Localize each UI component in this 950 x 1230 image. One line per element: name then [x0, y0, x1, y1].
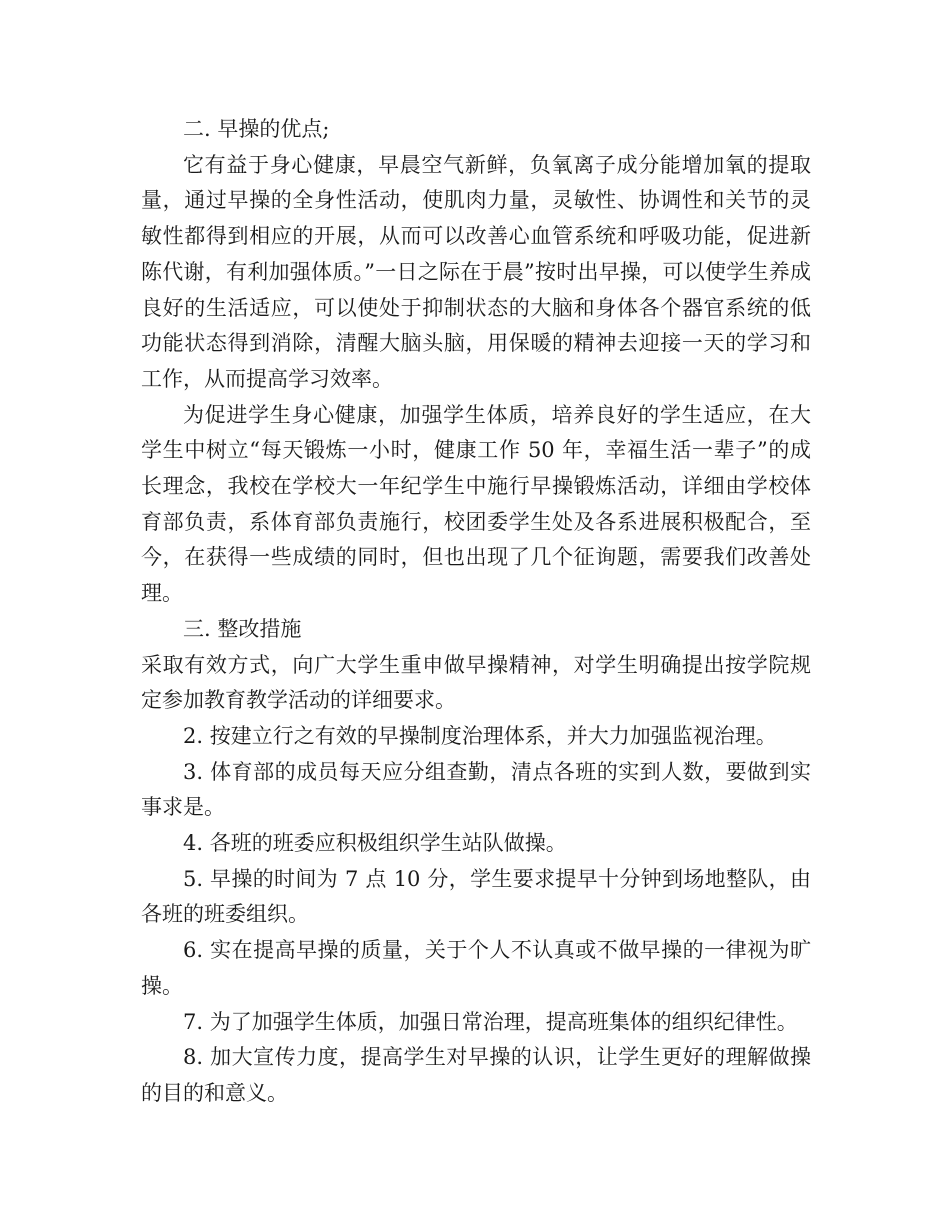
paragraph-measures-intro: 采取有效方式，向广大学生重申做早操精神，对学生明确提出按学院规定参加教育教学活动的详细要求。	[141, 652, 811, 713]
paragraph-implementation: 为促进学生身心健康，加强学生体质，培养良好的学生适应，在大学生中树立“每天锻炼一小时，健康工作 50 年，幸福生活一辈子”的成长理念，我校在学校大一年纪学生中施行早操锻炼活动，详细由学校体育部负责，系体育部负责施行，校团委学生处及各系进展积极配合，至今，在获得一些成绩的同时，但也出现了几个征询题，需要我们改善处理。	[141, 402, 811, 606]
list-item-2: 2. 按建立行之有效的早操制度治理体系，并大力加强监视治理。	[183, 723, 777, 748]
list-item-7: 7. 为了加强学生体质，加强日常治理，提高班集体的组织纪律性。	[183, 1009, 798, 1034]
paragraph-health-benefits: 它有益于身心健康，早晨空气新鲜，负氧离子成分能增加氧的提取量，通过早操的全身性活动，使肌肉力量，灵敏性、协调性和关节的灵敏性都得到相应的开展，从而可以改善心血管系统和呼吸功能，促进新陈代谢，有利加强体质。”一日之际在于晨”按时出早操，可以使学生养成良好的生活适应，可以使处于抑制状态的大脑和身体各个器官系统的低功能状态得到消除，清醒大脑头脑，用保暖的精神去迎接一天的学习和工作，从而提高学习效率。	[141, 152, 811, 391]
list-item-6: 6. 实在提高早操的质量，关于个人不认真或不做早操的一律视为旷操。	[141, 938, 811, 998]
list-item-3: 3. 体育部的成员每天应分组查勤，清点各班的实到人数，要做到实事求是。	[141, 759, 811, 820]
list-item-4: 4. 各班的班委应积极组织学生站队做操。	[183, 831, 567, 856]
section-heading-advantages: 二. 早操的优点;	[183, 117, 330, 141]
section-heading-measures: 三. 整改措施	[183, 616, 302, 641]
list-item-5: 5. 早操的时间为 7 点 10 分，学生要求提早十分钟到场地整队，由各班的班委组织。	[141, 866, 811, 927]
list-item-8: 8. 加大宣传力度，提高学生对早操的认识，让学生更好的理解做操的目的和意义。	[141, 1045, 811, 1105]
document-page	[141, 112, 811, 1112]
